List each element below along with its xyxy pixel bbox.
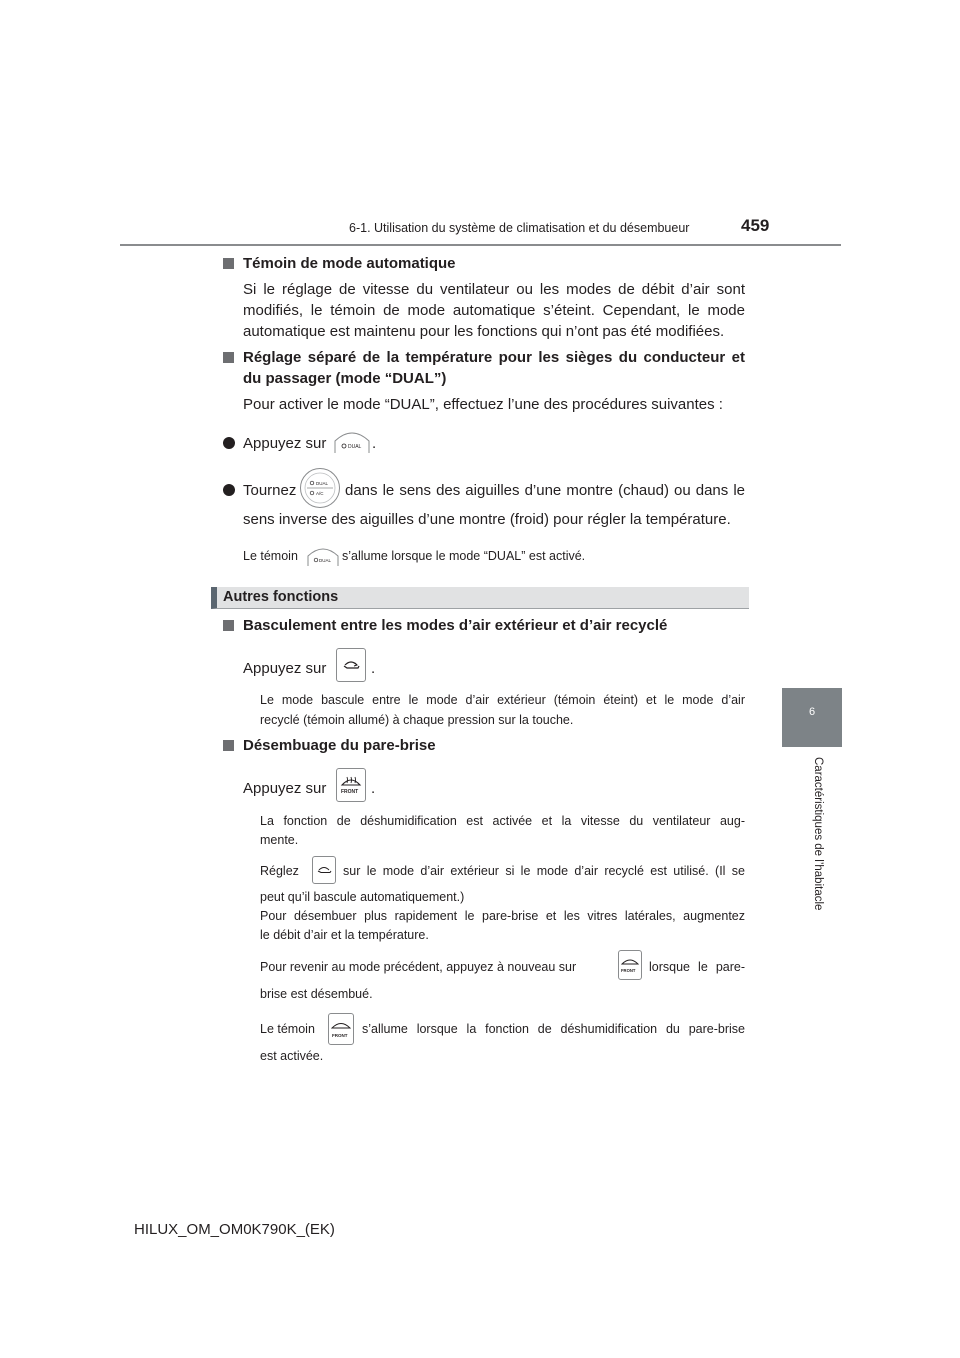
note-text: mente. — [260, 833, 299, 847]
option-text: . — [372, 435, 377, 452]
note-text: le débit d’air et la température. — [260, 928, 429, 942]
option-text: dans le sens des aiguilles d’une montre (chaud) ou dans le — [345, 482, 745, 499]
dial-ac-label: A/C — [316, 491, 324, 496]
recirculation-button-icon — [336, 648, 366, 682]
chapter-title: Caractéristiques de l’habitacle — [812, 757, 824, 911]
note-text: recyclé (témoin allumé) à chaque pression sur la touche. — [260, 713, 574, 727]
note-text: s’allume lorsque la fonction de déshumidification du pare-brise — [362, 1022, 745, 1036]
dual-indicator-icon — [306, 540, 340, 568]
note-text: Le témoin — [243, 549, 298, 563]
square-bullet-icon — [223, 352, 234, 363]
instruction-text: . — [371, 660, 376, 677]
note-text: s’allume lorsque le mode “DUAL” est activé. — [342, 549, 586, 563]
dial-dual-label: DUAL — [316, 481, 329, 486]
instruction-text: Appuyez sur — [243, 780, 327, 797]
note-text: brise est désembué. — [260, 987, 373, 1001]
square-bullet-icon — [223, 620, 234, 631]
option-text: Appuyez sur — [243, 435, 327, 452]
round-bullet-icon — [223, 437, 235, 449]
note-text: sur le mode d’air extérieur si le mode d’air recyclé est utilisé. (Il se — [343, 864, 745, 878]
instruction-text: Appuyez sur — [243, 660, 327, 677]
paragraph-line: Pour activer le mode “DUAL”, effectuez l’une des procédures suivantes : — [243, 396, 723, 413]
front-defroster-button-icon — [336, 768, 366, 802]
chapter-number: 6 — [808, 706, 816, 718]
option-text: Tournez — [243, 482, 297, 499]
note-text: Réglez — [260, 864, 299, 878]
square-bullet-icon — [223, 258, 234, 269]
note-text: Pour désembuer plus rapidement le pare-brise et les vitres latérales, augmentez — [260, 909, 745, 923]
note-text: La fonction de déshumidification est activée et la vitesse du ventilateur aug- — [260, 814, 745, 828]
note-text: Pour revenir au mode précédent, appuyez à nouveau sur — [260, 960, 577, 974]
note-text: lorsque le pare- — [649, 960, 745, 974]
front-label: FRONT — [341, 789, 359, 795]
note-text: est activée. — [260, 1049, 324, 1063]
paragraph-line: modifiés, le témoin de mode automatique s’éteint. Cependant, le mode — [243, 302, 745, 319]
band-title: Autres fonctions — [223, 589, 339, 605]
front-defroster-indicator-icon — [328, 1013, 354, 1045]
heading-dual-mode: Réglage séparé de la température pour les sièges du conducteur et — [243, 349, 745, 366]
section-title: 6-1. Utilisation du système de climatisation et du désembueur — [349, 221, 690, 235]
front-label: FRONT — [621, 968, 636, 973]
paragraph-line: automatique est maintenu pour les fonctions qui n’ont pas été modifiées. — [243, 323, 725, 340]
dual-button-icon — [333, 423, 371, 455]
header-rule — [120, 244, 841, 246]
front-label: FRONT — [332, 1033, 348, 1038]
option-text: sens inverse des aiguilles d’une montre (froid) pour régler la température. — [243, 511, 731, 528]
paragraph-line: Si le réglage de vitesse du ventilateur ou les modes de débit d’air sont — [243, 281, 745, 298]
heading-auto-indicator: Témoin de mode automatique — [243, 255, 456, 272]
heading-dual-mode-cont: du passager (mode “DUAL”) — [243, 370, 447, 387]
indicator-dual-label: DUAL — [319, 558, 332, 563]
heading-air-recirculation: Basculement entre les modes d’air extérieur et d’air recyclé — [243, 617, 668, 634]
note-text: peut qu’il bascule automatiquement.) — [260, 890, 465, 904]
document-code: HILUX_OM_OM0K790K_(EK) — [134, 1221, 335, 1238]
page-number: 459 — [741, 216, 770, 235]
dual-label: DUAL — [348, 444, 362, 450]
front-defroster-button-icon — [618, 950, 642, 980]
instruction-text: . — [371, 780, 376, 797]
heading-windshield-defog: Désembuage du pare-brise — [243, 737, 436, 754]
recirculation-button-icon — [312, 856, 336, 884]
note-text: Le témoin — [260, 1022, 315, 1036]
square-bullet-icon — [223, 740, 234, 751]
note-text: Le mode bascule entre le mode d’air extérieur (témoin éteint) et le mode d’air — [260, 693, 745, 707]
round-bullet-icon — [223, 484, 235, 496]
temperature-dial-icon — [299, 467, 341, 509]
